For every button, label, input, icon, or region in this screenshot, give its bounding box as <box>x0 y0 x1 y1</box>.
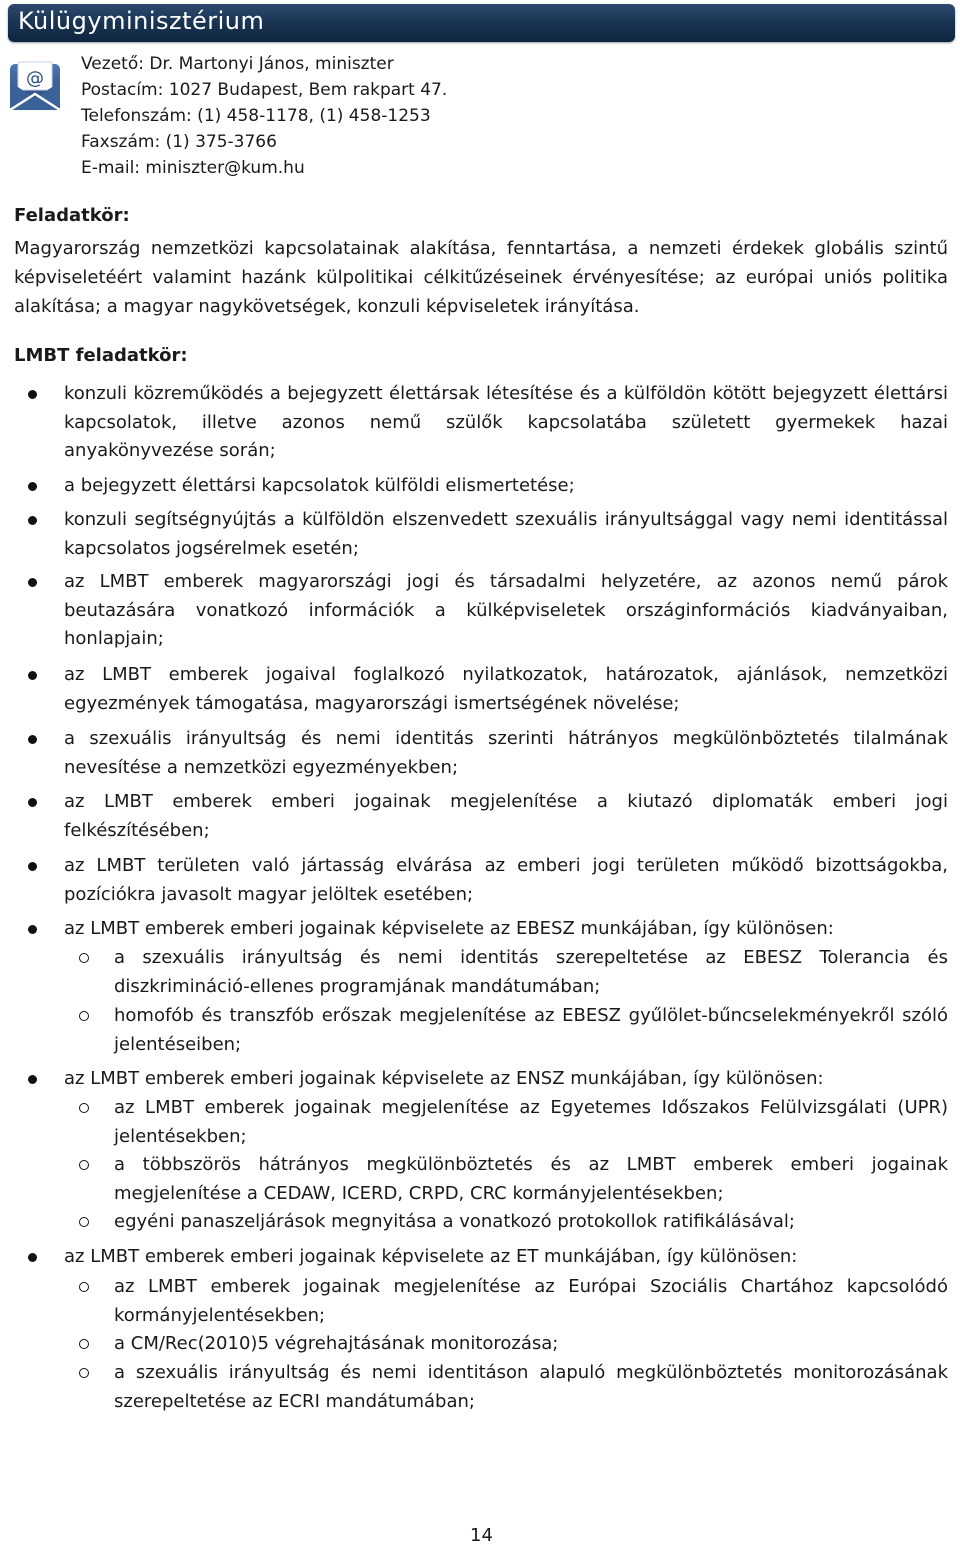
email-icon <box>8 58 62 114</box>
contact-leader: Vezető: Dr. Martonyi János, miniszter <box>81 54 394 74</box>
bullet-icon <box>28 578 37 587</box>
bullet-icon <box>28 735 37 744</box>
circle-bullet-icon <box>79 1103 89 1113</box>
sub-list-item: a szexuális irányultság és nemi identitás szerepeltetése az EBESZ Tolerancia és diszkrimináció-ellenes programjának mandátumában; <box>114 944 948 1001</box>
circle-bullet-icon <box>79 1011 89 1021</box>
contact-postal: Postacím: 1027 Budapest, Bem rakpart 47. <box>81 80 448 100</box>
lmbt-heading: LMBT feladatkör: <box>14 345 188 366</box>
bullet-icon <box>28 390 37 399</box>
contact-info <box>81 51 447 181</box>
page-number: 14 <box>470 1525 493 1546</box>
sub-list-item: a többszörös hátrányos megkülönböztetés és az LMBT emberek emberi jogainak megjelenítése a CEDAW, ICERD, CRPD, CRC kormányjelentésekben; <box>114 1151 948 1208</box>
sub-list-item: a CM/Rec(2010)5 végrehajtásának monitorozása; <box>114 1330 948 1359</box>
circle-bullet-icon <box>79 1368 89 1378</box>
contact-phone: Telefonszám: (1) 458-1178, (1) 458-1253 <box>81 106 431 126</box>
tasks-text: Magyarország nemzetközi kapcsolatainak alakítása, fenntartása, a nemzeti érdekek globális szintű képviseletéért valamint hazánk külpolitikai célkitűzéseinek érvényesítése; az európai uniós politika alakítása; a magyar nagykövetségek, konzuli képviseletek irányítása. <box>14 238 948 317</box>
list-item: konzuli közreműködés a bejegyzett élettársak létesítése és a külföldön kötött bejegyzett élettársi kapcsolatok, illetve azonos nemű szülők kapcsolatába született gyermekek hazai anyakönyvezése során; <box>64 380 948 466</box>
sub-list-item: az LMBT emberek jogainak megjelenítése az Európai Szociális Chartához kapcsolódó kormányjelentésekben; <box>114 1273 948 1330</box>
bullet-icon <box>28 862 37 871</box>
circle-bullet-icon <box>79 953 89 963</box>
circle-bullet-icon <box>79 1160 89 1170</box>
contact-email: E-mail: miniszter@kum.hu <box>81 158 305 178</box>
list-item: az LMBT emberek magyarországi jogi és társadalmi helyzetére, az azonos nemű párok beutazására vonatkozó információk a külképviseletek országinformációs kiadványaiban, honlapjain; <box>64 568 948 654</box>
bullet-icon <box>28 925 37 934</box>
list-item: a bejegyzett élettársi kapcsolatok külföldi elismertetése; <box>64 472 948 501</box>
list-item: az LMBT emberek emberi jogainak képviselete az ENSZ munkájában, így különösen: <box>64 1065 948 1094</box>
tasks-heading: Feladatkör: <box>14 205 130 226</box>
list-item: az LMBT emberek emberi jogainak megjelenítése a kiutazó diplomaták emberi jogi felkészítésében; <box>64 788 948 845</box>
contact-fax: Faxszám: (1) 375-3766 <box>81 132 277 152</box>
ministry-title: Külügyminisztérium <box>18 7 265 35</box>
sub-list-item: homofób és transzfób erőszak megjelenítése az EBESZ gyűlölet-bűncselekményekről szóló jelentéseiben; <box>114 1002 948 1059</box>
svg-text:@: @ <box>26 68 44 89</box>
list-item: az LMBT területen való jártasság elvárása az emberi jogi területen működő bizottságokba, pozíciókra javasolt magyar jelöltek esetében; <box>64 852 948 909</box>
list-item: az LMBT emberek jogaival foglalkozó nyilatkozatok, határozatok, ajánlások, nemzetközi egyezmények támogatása, magyarországi ismertségének növelése; <box>64 661 948 718</box>
sub-list-item: az LMBT emberek jogainak megjelenítése az Egyetemes Időszakos Felülvizsgálati (UPR) jelentésekben; <box>114 1094 948 1151</box>
circle-bullet-icon <box>79 1282 89 1292</box>
header-bar <box>8 4 955 42</box>
list-item: az LMBT emberek emberi jogainak képviselete az ET munkájában, így különösen: <box>64 1243 948 1272</box>
circle-bullet-icon <box>79 1217 89 1227</box>
list-item: az LMBT emberek emberi jogainak képviselete az EBESZ munkájában, így különösen: <box>64 915 948 944</box>
list-item: konzuli segítségnyújtás a külföldön elszenvedett szexuális irányultsággal vagy nemi identitással kapcsolatos jogsérelmek esetén; <box>64 506 948 563</box>
bullet-icon <box>28 798 37 807</box>
sub-list-item: egyéni panaszeljárások megnyitása a vonatkozó protokollok ratifikálásával; <box>114 1208 948 1237</box>
bullet-icon <box>28 1075 37 1084</box>
bullet-icon <box>28 516 37 525</box>
bullet-icon <box>28 482 37 491</box>
bullet-icon <box>28 671 37 680</box>
circle-bullet-icon <box>79 1339 89 1349</box>
sub-list-item: a szexuális irányultság és nemi identitáson alapuló megkülönböztetés monitorozásának szerepeltetése az ECRI mandátumában; <box>114 1359 948 1416</box>
bullet-icon <box>28 1253 37 1262</box>
list-item: a szexuális irányultság és nemi identitás szerinti hátrányos megkülönböztetés tilalmának nevesítése a nemzetközi egyezményekben; <box>64 725 948 782</box>
